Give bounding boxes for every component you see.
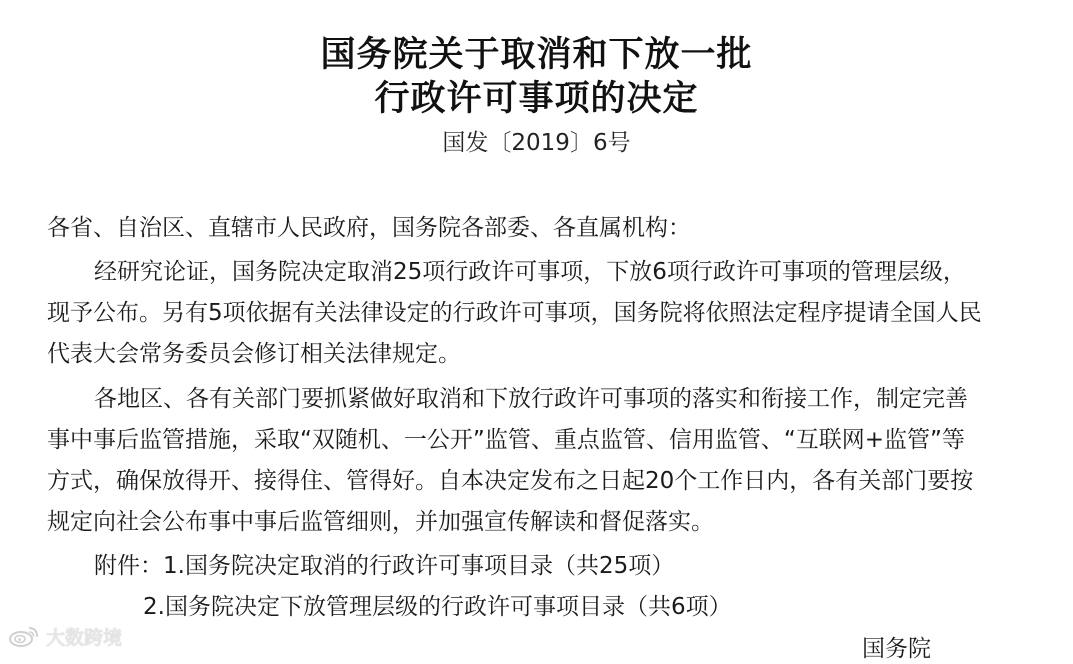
paragraph-2-line-2: 事中事后监管措施，采取“双随机、一公开”监管、重点监管、信用监管、“互联网+监管”等 bbox=[47, 427, 965, 453]
paragraph-2-line-3: 方式，确保放得开、接得住、管得好。自本决定发布之日起20个工作日内，各有关部门要按 bbox=[47, 468, 974, 494]
document-title-line-1: 国务院关于取消和下放一批 bbox=[320, 35, 753, 75]
addressee: 各省、自治区、直辖市人民政府，国务院各部委、各直属机构： bbox=[47, 215, 691, 241]
watermark bbox=[8, 621, 122, 651]
document-number: 国发〔2019〕6号 bbox=[442, 130, 631, 156]
weibo-logo-icon bbox=[8, 624, 40, 648]
paragraph-2-line-4: 规定向社会公布事中事后监管细则，并加强宣传解读和督促落实。 bbox=[47, 509, 714, 535]
signature-issuer: 国务院 bbox=[862, 636, 931, 662]
attachment-1: 附件：1.国务院决定取消的行政许可事项目录（共25项） bbox=[94, 553, 675, 579]
paragraph-2-line-1: 各地区、各有关部门要抓紧做好取消和下放行政许可事项的落实和衔接工作，制定完善 bbox=[94, 386, 968, 412]
paragraph-1-line-2: 现予公布。另有5项依据有关法律设定的行政许可事项，国务院将依照法定程序提请全国人民 bbox=[47, 300, 982, 326]
paragraph-1-line-1: 经研究论证，国务院决定取消25项行政许可事项，下放6项行政许可事项的管理层级， bbox=[94, 259, 966, 285]
watermark-text: 大数跨境 bbox=[46, 626, 123, 649]
paragraph-1-line-3: 代表大会常务委员会修订相关法律规定。 bbox=[47, 341, 461, 367]
document-title-line-2: 行政许可事项的决定 bbox=[374, 79, 699, 119]
attachment-2: 2.国务院决定下放管理层级的行政许可事项目录（共6项） bbox=[143, 594, 732, 620]
